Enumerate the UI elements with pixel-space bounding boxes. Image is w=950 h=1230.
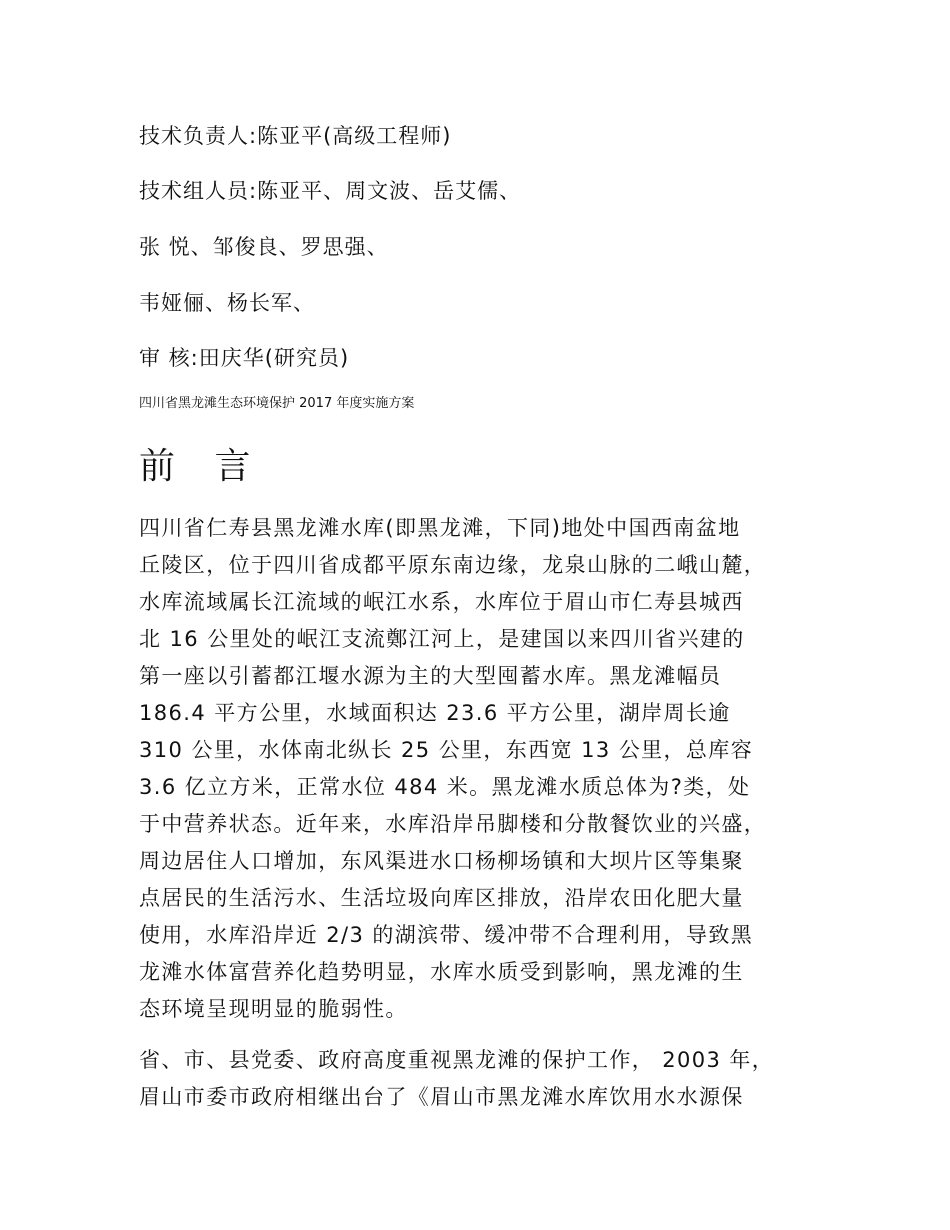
- paragraph-line: 点居民的生活污水、生活垃圾向库区排放，沿岸农田化肥大量: [139, 886, 744, 910]
- paragraph-line: 310 公里，水体南北纵长 25 公里，东西宽 13 公里，总库容: [139, 738, 754, 762]
- tech-lead-line: 技术负责人:陈亚平(高级工程师): [139, 124, 452, 148]
- paragraph-line: 丘陵区，位于四川省成都平原东南边缘，龙泉山脉的二峨山麓，: [139, 553, 767, 577]
- paragraph-line: 于中营养状态。近年来，水库沿岸吊脚楼和分散餐饮业的兴盛，: [139, 812, 767, 836]
- paragraph-line: 四川省仁寿县黑龙滩水库(即黑龙滩，下同)地处中国西南盆地: [139, 516, 741, 540]
- paragraph-line: 第一座以引蓄都江堰水源为主的大型囤蓄水库。黑龙滩幅员: [139, 664, 722, 688]
- tech-members-line-3: 韦娅俪、杨长军、: [139, 291, 315, 315]
- paragraph-line: 水库流域属长江流域的岷江水系，水库位于眉山市仁寿县城西: [139, 590, 744, 614]
- paragraph-line: 周边居住人口增加，东风渠进水口杨柳场镇和大坝片区等集聚: [139, 849, 744, 873]
- tech-members-line-1: 技术组人员:陈亚平、周文波、岳艾儒、: [139, 179, 522, 203]
- paragraph-line: 态环境呈现明显的脆弱性。: [139, 997, 408, 1021]
- tech-members-line-2: 张 悦、邹俊良、罗思强、: [139, 235, 389, 259]
- section-title: 前 言: [139, 446, 265, 487]
- paragraph-line: 3.6 亿立方米，正常水位 484 米。黑龙滩水质总体为?类，处: [139, 775, 751, 799]
- paragraph-line: 使用，水库沿岸近 2/3 的湖滨带、缓冲带不合理利用，导致黑: [139, 923, 754, 947]
- paragraph-line: 186.4 平方公里，水域面积达 23.6 平方公里，湖岸周长逾: [139, 701, 731, 725]
- paragraph-line: 眉山市委市政府相继出台了《眉山市黑龙滩水库饮用水水源保: [139, 1085, 744, 1109]
- paragraph-line: 省、市、县党委、政府高度重视黑龙滩的保护工作， 2003 年，: [139, 1048, 775, 1072]
- paragraph-line: 龙滩水体富营养化趋势明显，水库水质受到影响，黑龙滩的生: [139, 960, 744, 984]
- reviewer-line: 审 核:田庆华(研究员): [139, 346, 350, 370]
- document-header: 四川省黑龙滩生态环境保护 2017 年度实施方案: [139, 396, 415, 411]
- paragraph-1: [139, 510, 829, 1028]
- paragraph-2: [139, 1042, 829, 1116]
- paragraph-line: 北 16 公里处的岷江支流鄭江河上，是建国以来四川省兴建的: [139, 627, 745, 651]
